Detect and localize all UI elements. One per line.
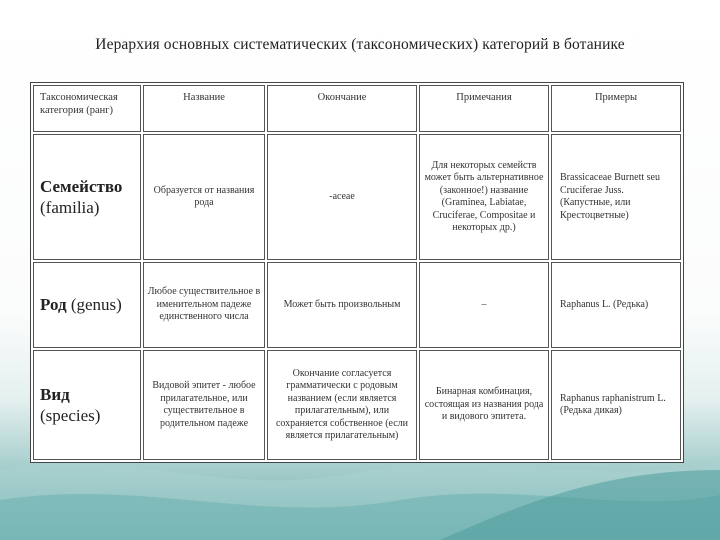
notes-cell: –: [419, 262, 549, 348]
slide-title: Иерархия основных систематических (таксономических) категорий в ботанике: [95, 36, 625, 53]
notes-cell: Бинарная комбинация, состоящая из названия рода и видового эпитета.: [419, 350, 549, 460]
notes-cell: Для некоторых семейств может быть альтернативное (законное!) название (Gramineа, Labiatae, Cruciferae, Compositae и некоторых др.): [419, 134, 549, 260]
ending-cell: Может быть произвольным: [267, 262, 417, 348]
name-cell: Видовой эпитет - любое прилагательное, или существительное в родительном падеже: [143, 350, 265, 460]
rank-cell: [33, 262, 141, 348]
header-name: Название: [143, 85, 265, 132]
rank-latin: (species): [40, 406, 101, 425]
name-cell: Любое существительное в именительном падеже единственного числа: [143, 262, 265, 348]
table-row-genus: [33, 262, 681, 348]
table-header-row: [33, 85, 681, 132]
examples-cell: Brassicaceae Burnett seu Cruciferae Juss. (Капустные, или Крестоцветные): [551, 134, 681, 260]
table-row-family: [33, 134, 681, 260]
header-rank: Таксономическая категория (ранг): [33, 85, 141, 132]
rank-name: Семейство: [40, 176, 123, 196]
header-examples: Примеры: [551, 85, 681, 132]
ending-cell: Окончание согласуется грамматически с родовым названием (если является прилагательным), или сохраняется собственное (если является прилагательным): [267, 350, 417, 460]
name-cell: Образуется от названия рода: [143, 134, 265, 260]
rank-cell: [33, 134, 141, 260]
table-row-species: [33, 350, 681, 460]
rank-name: Вид: [40, 384, 70, 404]
rank-latin: (genus): [70, 295, 122, 315]
taxonomy-table: [30, 82, 684, 463]
examples-cell: Raphanus L. (Редька): [551, 262, 681, 348]
ending-cell: -aceae: [267, 134, 417, 260]
header-ending: Окончание: [267, 85, 417, 132]
header-notes: Примечания: [419, 85, 549, 132]
rank-latin: (familia): [40, 198, 100, 217]
examples-cell: Raphanus raphanistrum L. (Редька дикая): [551, 350, 681, 460]
rank-cell: [33, 350, 141, 460]
rank-name: Род: [40, 295, 67, 315]
